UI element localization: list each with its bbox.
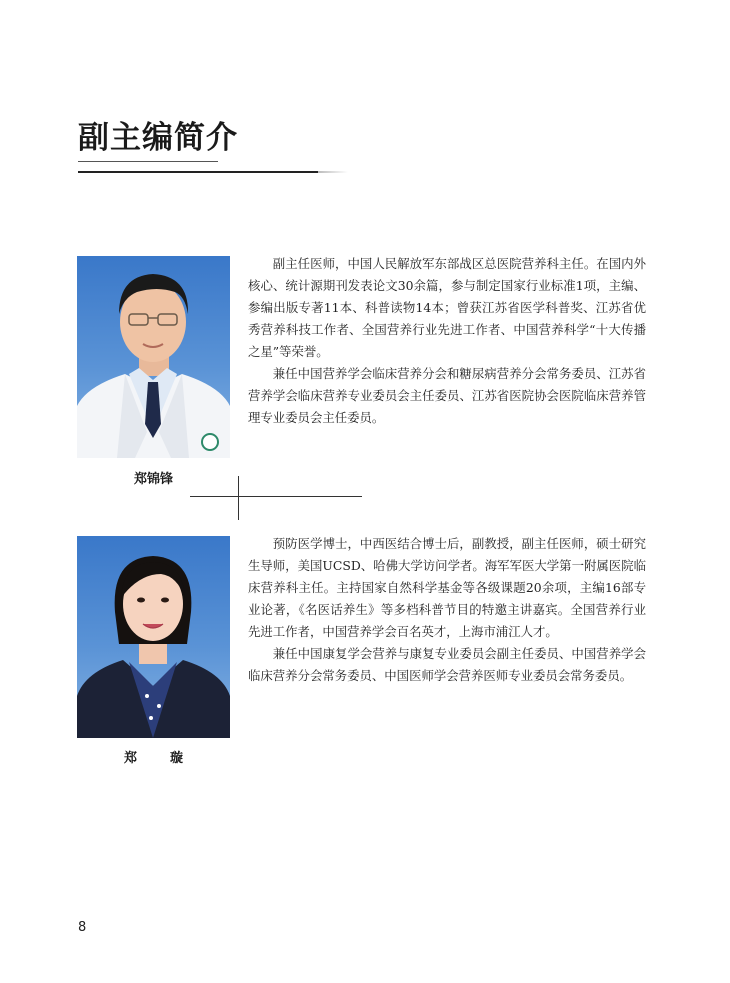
title-underline-thin	[78, 161, 218, 162]
bio-paragraph: 兼任中国营养学会临床营养分会和糖尿病营养分会常务委员、江苏省营养学会临床营养专业委员会主任委员、江苏省医院协会医院临床营养管理专业委员会主任委员。	[248, 366, 646, 425]
editor-name: 郑 璇	[123, 751, 193, 766]
page-title: 副主编简介	[78, 120, 238, 156]
bio-paragraph: 预防医学博士，中西医结合博士后，副教授，副主任医师，硕士研究生导师，美国UCSD、哈佛大学访问学者。海军军医大学第一附属医院临床营养科主任。主持国家自然科学基金等各级课题20余项，主编16部专业论著，《名医话养生》等多档科普节目的特邀主讲嘉宾。全国营养行业先进工作者，中国营养学会百名英才，上海市浦江人才。	[248, 536, 646, 639]
editor-bio	[248, 533, 646, 687]
editor-name: 郑锦锋	[133, 472, 173, 487]
title-underline-thick	[78, 171, 318, 173]
title-underline-fade	[318, 171, 348, 173]
page-number: 8	[78, 920, 87, 935]
editor-photo-zheng-xuan	[77, 536, 230, 738]
decorative-cross-horizontal	[190, 496, 362, 497]
editor-photo-zheng-jinfeng	[77, 256, 230, 458]
decorative-cross-vertical	[238, 476, 239, 520]
bio-paragraph: 副主任医师，中国人民解放军东部战区总医院营养科主任。在国内外核心、统计源期刊发表论文30余篇，参与制定国家行业标准1项，主编、参编出版专著11本、科普读物14本；曾获江苏省医学科普奖、江苏省优秀营养科技工作者、全国营养行业先进工作者、中国营养科学“十大传播之星”等荣誉。	[248, 256, 646, 359]
editor-bio	[248, 253, 646, 429]
bio-paragraph: 兼任中国康复学会营养与康复专业委员会副主任委员、中国营养学会临床营养分会常务委员、中国医师学会营养医师专业委员会常务委员。	[248, 646, 646, 683]
